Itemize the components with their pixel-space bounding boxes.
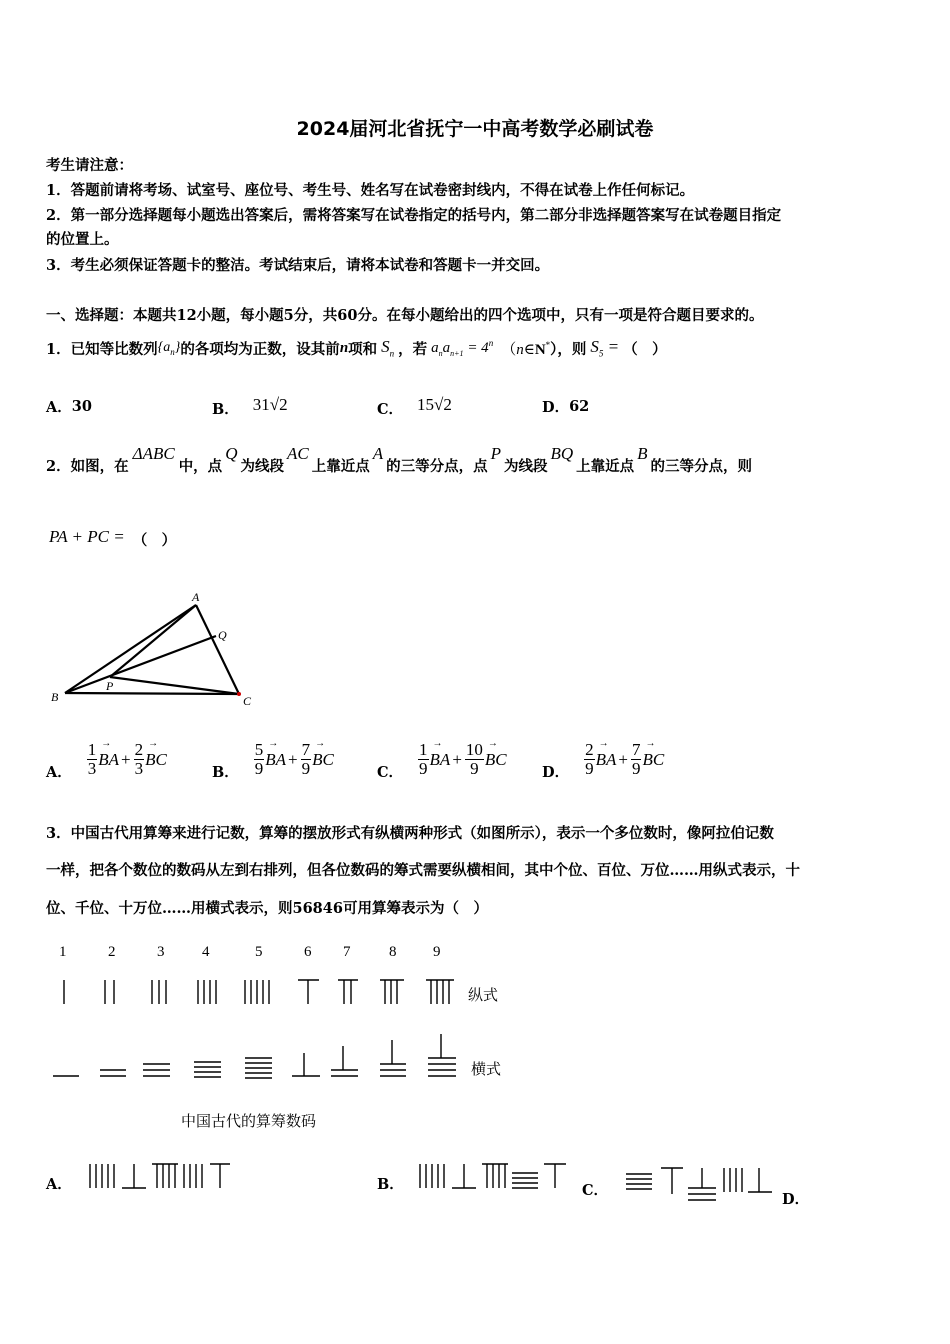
digit-label: 9 xyxy=(433,944,441,960)
rod-numeral-a xyxy=(88,1160,238,1194)
label-b: B xyxy=(51,690,59,704)
edge-bc xyxy=(65,693,239,694)
label-p: P xyxy=(106,679,114,693)
q1-text: 项和 xyxy=(348,340,378,358)
q1-equation: $a_na_{n+1} = 4^n$ xyxy=(431,338,494,358)
segment-pc xyxy=(110,677,239,694)
segment-pa xyxy=(110,605,196,677)
q3-option-c[interactable]: C． xyxy=(582,1160,774,1200)
q1-s5: $S_5$ = xyxy=(590,337,620,359)
section-heading: 一、选择题：本题共12小题，每小题5分，共60分。在每小题给出的四个选项中，只有一项是符合题目要求的。 xyxy=(46,307,764,324)
digit-label: 4 xyxy=(202,944,210,960)
rod-numeral-b xyxy=(418,1160,568,1194)
q1-condition: （n∈N*），则 xyxy=(501,339,587,358)
q1-text: ，若 xyxy=(398,340,428,358)
counting-rods-figure xyxy=(40,936,520,1136)
q1-text: 的各项均为正数，设其前 xyxy=(180,340,340,358)
notice-item: 2．第一部分选择题每小题选出答案后，需将答案写在试卷指定的括号内，第二部分非选择题答案写在试卷题目指定 xyxy=(46,207,782,224)
heng-rods xyxy=(53,1034,456,1078)
q2-option-c[interactable]: C． $\frac{1}{9}$ → BA + $\frac{10}{9}$ → BC xyxy=(377,737,507,782)
label-c: C xyxy=(243,694,252,708)
digit-label: 7 xyxy=(343,944,351,960)
digit-label: 1 xyxy=(59,944,67,960)
digit-label: 2 xyxy=(108,944,116,960)
q1-blank: （ ） xyxy=(623,340,667,358)
digit-label: 3 xyxy=(157,944,165,960)
q1-text: 1．已知等比数列 xyxy=(46,340,158,358)
notice-heading: 考生请注意： xyxy=(46,157,133,174)
question-3-line: 一样，把各个数位的数码从左到右排列，但各位数码的筹式需要纵横相间，其中个位、百位、万位……用纵式表示，十 xyxy=(46,862,800,879)
q1-option-a[interactable]: A． 30 xyxy=(46,398,92,416)
q3-option-d[interactable]: D． xyxy=(782,1191,810,1208)
page-title: 2024届河北省抚宁一中高考数学必刷试卷 xyxy=(296,118,654,140)
heng-label: 横式 xyxy=(471,1060,502,1078)
point-c xyxy=(237,692,241,696)
notice-item: 1．答题前请将考场、试室号、座位号、考生号、姓名写在试卷密封线内，不得在试卷上作任何标记。 xyxy=(46,182,695,199)
zong-label: 纵式 xyxy=(468,986,499,1004)
notice-item: 的位置上。 xyxy=(46,231,119,248)
q1-option-d[interactable]: D． 62 xyxy=(542,398,590,416)
digit-label: 8 xyxy=(389,944,397,960)
q1-n: n xyxy=(339,339,349,356)
q3-option-b[interactable]: B． xyxy=(377,1160,568,1194)
question-3-line: 3．中国古代用算筹来进行记数，算筹的摆放形式有纵横两种形式（如图所示），表示一个多位数时，像阿拉伯记数 xyxy=(46,825,774,842)
q2-expression: PA + PC = （ ） xyxy=(49,526,177,549)
q1-sn: $S_n$ xyxy=(381,337,395,359)
zong-rods xyxy=(64,980,454,1004)
question-3-line: 位、千位、十万位……用横式表示，则56846可用算筹表示为（ ） xyxy=(46,900,488,917)
rod-numeral-c xyxy=(624,1160,774,1206)
q1-option-b[interactable]: B． 31√2 xyxy=(212,394,288,418)
question-1 xyxy=(46,330,667,366)
q2-option-b[interactable]: B． $\frac{5}{9}$ → BA + $\frac{7}{9}$ → BC xyxy=(212,737,334,782)
q1-seq: $\{a_n\}$ xyxy=(157,339,181,357)
label-q: Q xyxy=(218,628,227,642)
edge-ac xyxy=(196,605,239,694)
q3-option-a[interactable]: A． xyxy=(46,1160,238,1194)
q2-option-a[interactable]: A． $\frac{1}{3}$ → BA + $\frac{2}{3}$ → BC xyxy=(46,737,167,782)
question-2: 2．如图，在 ΔABC 中，点 Q 为线段 AC 上靠近点 A 的三等分点，点 P 为线段 BQ 上靠近点 B 的三等分点，则 xyxy=(46,444,753,475)
label-a: A xyxy=(192,590,200,604)
q2-option-d[interactable]: D． $\frac{2}{9}$ → BA + $\frac{7}{9}$ → BC xyxy=(542,737,664,782)
notice-item: 3．考生必须保证答题卡的整洁。考试结束后，请将本试卷和答题卡一并交回。 xyxy=(46,257,550,274)
rods-caption: 中国古代的算筹数码 xyxy=(181,1112,317,1130)
q1-option-c[interactable]: C． 15√2 xyxy=(377,394,452,418)
segment-bq xyxy=(65,636,216,693)
digit-label: 6 xyxy=(304,944,312,960)
digit-label: 5 xyxy=(255,944,263,960)
triangle-figure xyxy=(40,588,270,713)
q2-triangle: ΔABC xyxy=(132,444,175,463)
